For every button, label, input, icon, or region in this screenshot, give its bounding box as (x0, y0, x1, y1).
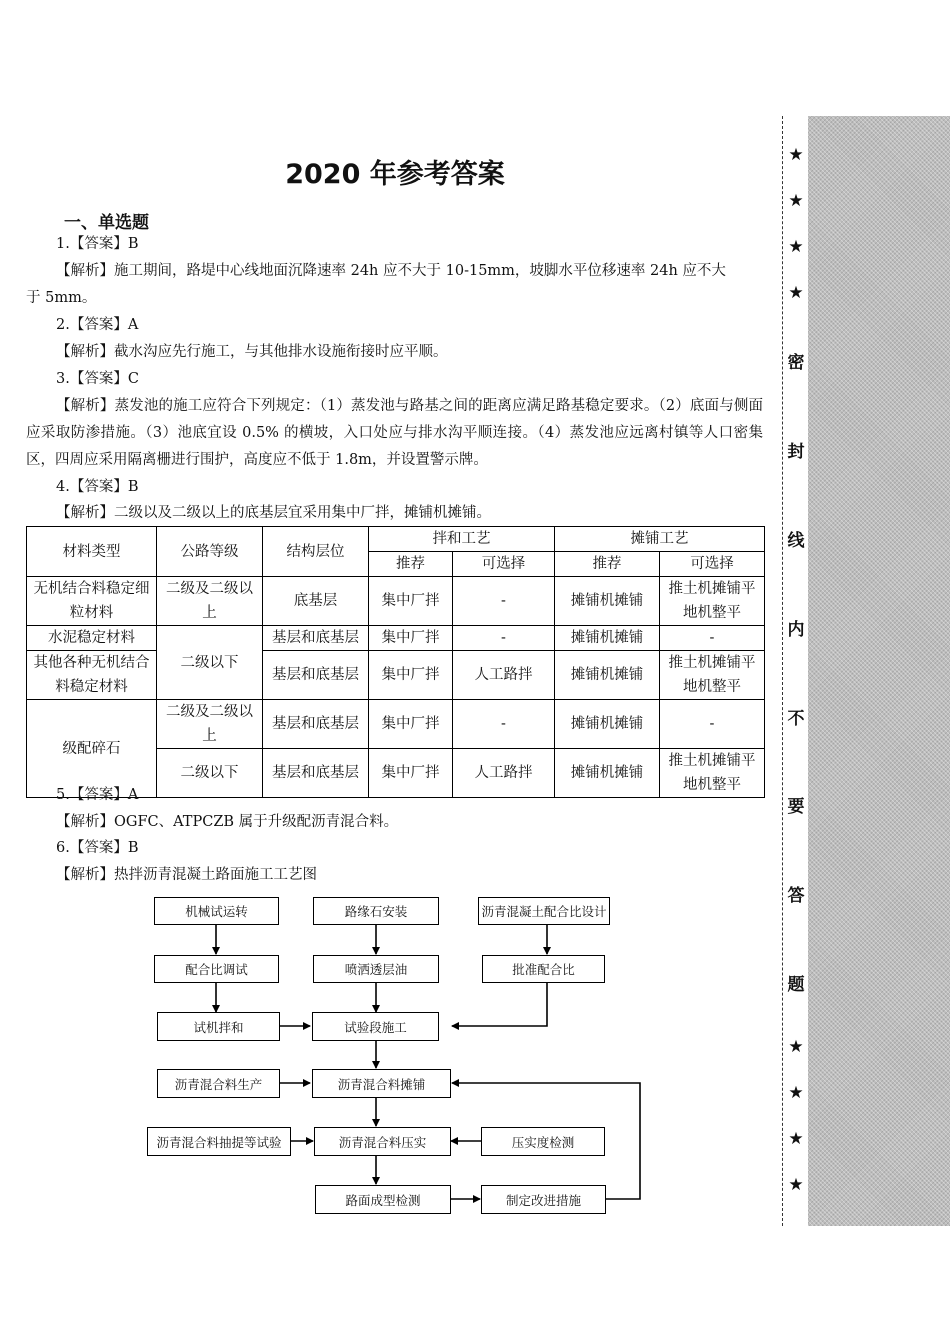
star-icon: ★ (784, 283, 808, 303)
table-cell: 基层和底基层 (263, 651, 369, 700)
seal-char: 密 (784, 348, 808, 373)
header-mixing: 拌和工艺 (369, 527, 555, 552)
flow-box-approve-mix: 批准配合比 (482, 955, 605, 983)
seal-char: 题 (784, 970, 808, 995)
star-icon: ★ (784, 1037, 808, 1057)
table-cell: 摊铺机摊铺 (555, 700, 660, 749)
star-icon: ★ (784, 1083, 808, 1103)
seal-char: 封 (784, 437, 808, 462)
table-cell: 集中厂拌 (369, 700, 453, 749)
seal-dashed-line (782, 116, 783, 1226)
header-material: 材料类型 (27, 527, 157, 577)
header-mix-optional: 可选择 (453, 552, 555, 577)
table-cell: 水泥稳定材料 (27, 626, 157, 651)
q3-answer: 3.【答案】C (56, 371, 139, 387)
q6-analysis: 【解析】热拌沥青混凝土路面施工工艺图 (56, 867, 317, 883)
flow-box-improvement: 制定改进措施 (481, 1185, 606, 1214)
table-cell: 摊铺机摊铺 (555, 626, 660, 651)
table-cell: - (660, 626, 765, 651)
table-cell: - (453, 577, 555, 626)
table-cell: - (453, 626, 555, 651)
table-cell: 基层和底基层 (263, 626, 369, 651)
flow-box-compaction-check: 压实度检测 (481, 1127, 605, 1156)
flow-box-surface-inspection: 路面成型检测 (315, 1185, 451, 1214)
table-cell: 基层和底基层 (263, 749, 369, 798)
flow-box-curb-install: 路缘石安装 (313, 897, 439, 925)
section-heading: 一、单选题 (64, 213, 149, 233)
arrow (452, 983, 547, 1026)
seal-char: 答 (784, 881, 808, 906)
table-cell: - (660, 700, 765, 749)
q1-analysis-line2: 于 5mm。 (26, 290, 97, 306)
q4-answer: 4.【答案】B (56, 479, 139, 495)
header-paving: 摊铺工艺 (555, 527, 765, 552)
table-cell: 其他各种无机结合料稳定材料 (27, 651, 157, 700)
header-pave-recommended: 推荐 (555, 552, 660, 577)
table-cell: 人工路拌 (453, 749, 555, 798)
q5-answer: 5.【答案】A (56, 787, 139, 803)
flow-box-paving: 沥青混合料摊铺 (312, 1069, 451, 1098)
star-icon: ★ (784, 1175, 808, 1195)
seal-char: 内 (784, 615, 808, 640)
seal-char: 线 (784, 526, 808, 551)
table-cell: 推土机摊铺平地机整平 (660, 577, 765, 626)
table-cell: 摊铺机摊铺 (555, 749, 660, 798)
seal-strip (808, 116, 950, 1226)
table-cell: 集中厂拌 (369, 651, 453, 700)
table-cell: - (453, 700, 555, 749)
flow-box-machine-test: 机械试运转 (154, 897, 279, 925)
seal-char: 要 (784, 792, 808, 817)
table-cell: 二级及二级以上 (157, 577, 263, 626)
page-title: 2020 年参考答案 (285, 159, 505, 190)
flow-box-mix-adjust: 配合比调试 (154, 955, 279, 983)
q6-answer: 6.【答案】B (56, 840, 139, 856)
flow-box-extraction-test: 沥青混合料抽提等试验 (147, 1127, 291, 1156)
table-cell: 推土机摊铺平地机整平 (660, 749, 765, 798)
table-cell: 集中厂拌 (369, 749, 453, 798)
table-cell: 人工路拌 (453, 651, 555, 700)
table-cell: 摊铺机摊铺 (555, 577, 660, 626)
header-grade: 公路等级 (157, 527, 263, 577)
q1-analysis-line1: 【解析】施工期间，路堤中心线地面沉降速率 24h 应不大于 10-15mm，坡脚水平位移速率 24h 应不大 (56, 263, 726, 279)
flow-box-compaction: 沥青混合料压实 (314, 1127, 451, 1156)
q3-analysis: 【解析】蒸发池的施工应符合下列规定：（1）蒸发池与路基之间的距离应满足路基稳定要求。（2）底面与侧面应采取防渗措施。（3）池底宜设 0.5% 的横坡，入口处应与排水沟平顺连接。（4）蒸发池应远离村镇等人口密集区，四周应采用隔离栅进行围护，高度应不低于 1.8m，并设置警示牌。 (26, 398, 763, 468)
q2-analysis: 【解析】截水沟应先行施工，与其他排水设施衔接时应平顺。 (56, 344, 448, 360)
flow-box-trial-mixing: 试机拌和 (157, 1012, 280, 1041)
table-cell: 二级以下 (157, 749, 263, 798)
flow-box-trial-section: 试验段施工 (312, 1012, 439, 1041)
header-pave-optional: 可选择 (660, 552, 765, 577)
seal-char: 不 (784, 704, 808, 729)
q4-analysis: 【解析】二级以及二级以上的底基层宜采用集中厂拌，摊铺机摊铺。 (56, 505, 491, 521)
table-cell: 级配碎石 (27, 700, 157, 798)
table-cell: 集中厂拌 (369, 626, 453, 651)
table-cell: 推土机摊铺平地机整平 (660, 651, 765, 700)
table-cell: 二级以下 (157, 626, 263, 700)
flow-box-production: 沥青混合料生产 (157, 1069, 280, 1098)
q2-answer: 2.【答案】A (56, 317, 139, 333)
star-icon: ★ (784, 191, 808, 211)
table-cell: 集中厂拌 (369, 577, 453, 626)
star-icon: ★ (784, 1129, 808, 1149)
header-mix-recommended: 推荐 (369, 552, 453, 577)
table-cell: 基层和底基层 (263, 700, 369, 749)
table-cell: 无机结合料稳定细粒材料 (27, 577, 157, 626)
table-cell: 二级及二级以上 (157, 700, 263, 749)
header-layer: 结构层位 (263, 527, 369, 577)
star-icon: ★ (784, 237, 808, 257)
table-cell: 底基层 (263, 577, 369, 626)
table-cell: 摊铺机摊铺 (555, 651, 660, 700)
q5-analysis: 【解析】OGFC、ATPCZB 属于升级配沥青混合料。 (56, 814, 399, 830)
q1-answer: 1.【答案】B (56, 236, 139, 252)
flow-box-mix-design: 沥青混凝土配合比设计 (478, 897, 610, 925)
star-icon: ★ (784, 145, 808, 165)
flow-box-prime-coat: 喷洒透层油 (313, 955, 439, 983)
